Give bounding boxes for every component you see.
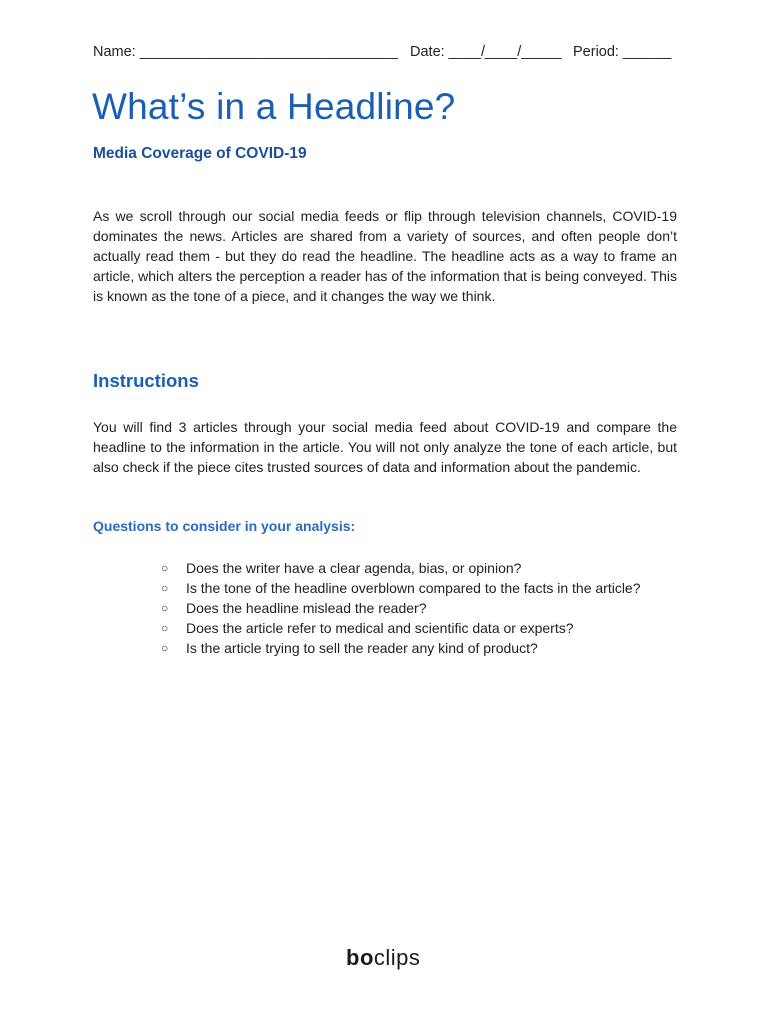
list-item bbox=[161, 558, 677, 578]
questions-list bbox=[161, 558, 677, 658]
name-field[interactable]: Name: ________________________________ bbox=[93, 44, 398, 60]
list-item bbox=[161, 618, 677, 638]
list-item bbox=[161, 578, 677, 598]
student-info-line bbox=[93, 44, 683, 60]
question-text: Is the article trying to sell the reader any kind of product? bbox=[186, 640, 538, 656]
question-text: Is the tone of the headline overblown compared to the facts in the article? bbox=[186, 580, 641, 596]
instructions-heading: Instructions bbox=[93, 370, 199, 391]
logo-bold-part: bo bbox=[346, 945, 374, 970]
instructions-paragraph: You will find 3 articles through your social media feed about COVID-19 and compare the headline to the information in the article. You will not only analyze the tone of each article, but also check if the piece cites trusted sources of data and information about the pandemic. bbox=[93, 419, 677, 475]
boclips-logo bbox=[346, 945, 420, 971]
logo-light-part: clips bbox=[373, 945, 421, 970]
intro-paragraph: As we scroll through our social media feeds or flip through television channels, COVID-19 dominates the news. Articles are shared from a variety of sources, and often people don’t actually read them - but they do read the headline. The headline acts as a way to frame an article, which alters the perception a reader has of the information that is being conveyed. This is known as the tone of a piece, and it changes the way we think. bbox=[93, 208, 677, 304]
question-text: Does the writer have a clear agenda, bias, or opinion? bbox=[186, 560, 522, 576]
list-item bbox=[161, 598, 677, 618]
question-text: Does the article refer to medical and scientific data or experts? bbox=[186, 620, 574, 636]
circle-bullet-icon: ○ bbox=[161, 621, 169, 635]
date-field[interactable]: Date: ____/____/_____ bbox=[410, 44, 562, 60]
page-subtitle: Media Coverage of COVID-19 bbox=[93, 145, 307, 162]
circle-bullet-icon: ○ bbox=[161, 561, 169, 575]
page-title: What’s in a Headline? bbox=[92, 86, 456, 127]
circle-bullet-icon: ○ bbox=[161, 581, 169, 595]
list-item bbox=[161, 638, 677, 658]
period-field[interactable]: Period: ______ bbox=[573, 44, 672, 60]
circle-bullet-icon: ○ bbox=[161, 641, 169, 655]
question-text: Does the headline mislead the reader? bbox=[186, 600, 427, 616]
circle-bullet-icon: ○ bbox=[161, 601, 169, 615]
questions-heading: Questions to consider in your analysis: bbox=[93, 518, 356, 534]
